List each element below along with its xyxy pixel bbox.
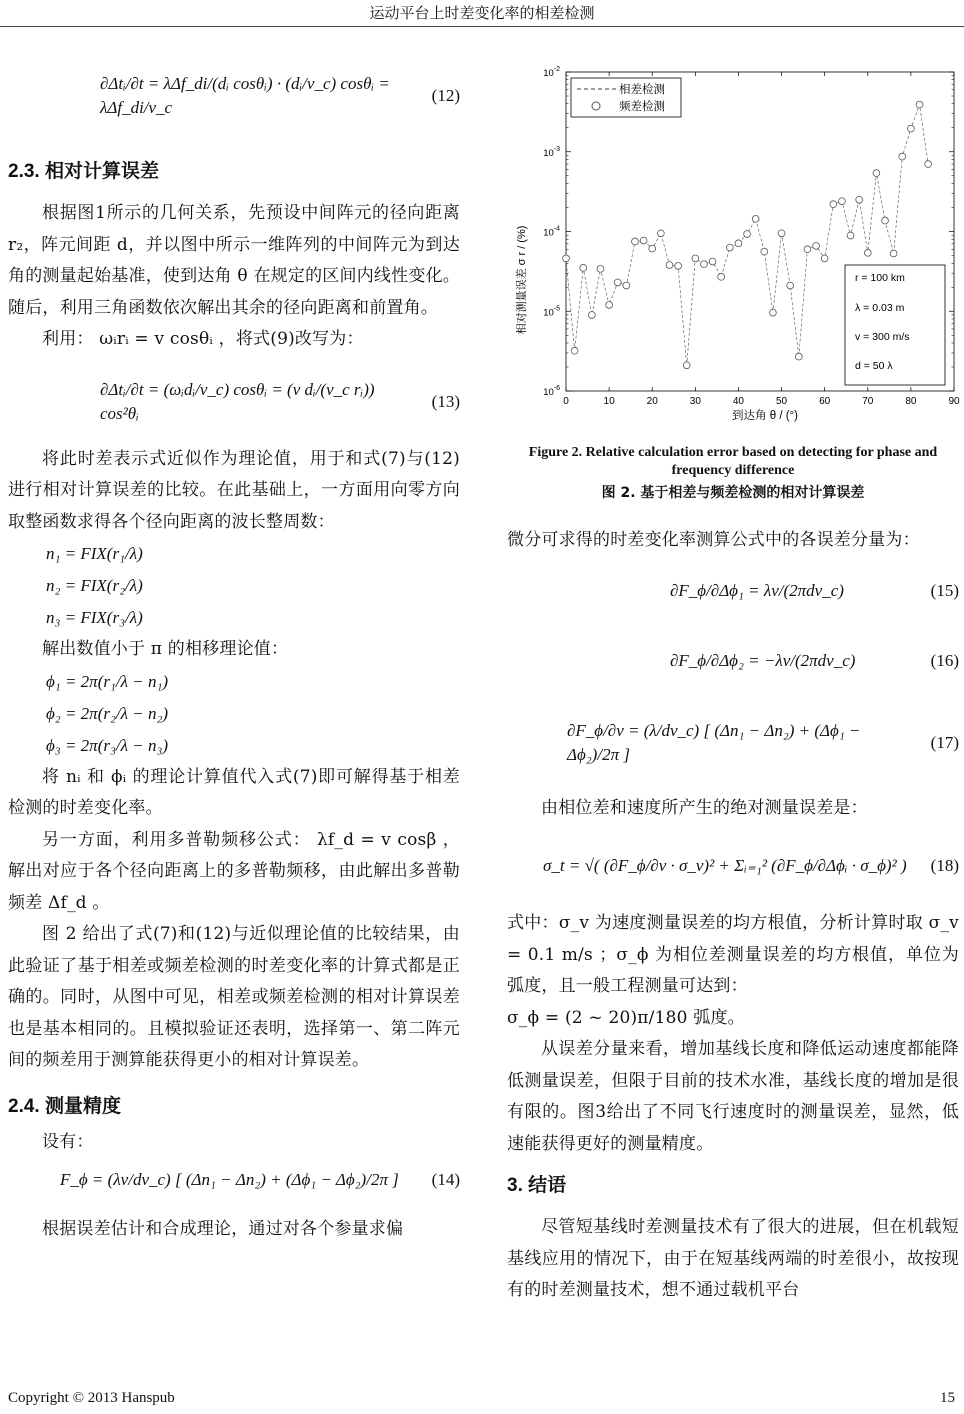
paragraph: 根据误差估计和合成理论，通过对各个参量求偏 (42, 1219, 404, 1239)
section-heading-2-4: 2.4. 测量精度 (8, 1095, 121, 1117)
paragraph: 利用： ωᵢrᵢ = v cosθᵢ ，将式(9)改写为： (42, 329, 364, 349)
series-frequency-point (907, 125, 914, 132)
x-tick-label: 30 (689, 396, 701, 407)
series-frequency-point (649, 245, 656, 252)
footer-page-number: 15 (940, 1390, 955, 1406)
paragraph: 解出数值小于 π 的相移理论值： (42, 639, 289, 659)
legend-entry-frequency: 频差检测 (619, 101, 665, 113)
series-frequency-point (597, 265, 604, 272)
legend (571, 78, 681, 117)
parameter-box (845, 265, 945, 385)
x-tick-label: 80 (905, 396, 917, 407)
equation-n1: n₁ = FIX(r₁/λ) (46, 544, 143, 563)
equation-phi1: ϕ₁ = 2π(r₁/λ − n₁) (46, 671, 169, 691)
figure-caption-en: Figure 2. Relative calculation error based on detecting for phase and frequency difference (528, 445, 938, 478)
equation-15-row (507, 579, 959, 603)
x-tick-label: 40 (732, 396, 745, 407)
series-frequency-point (873, 170, 880, 177)
series-frequency-point (675, 263, 682, 270)
series-frequency-point (864, 249, 871, 256)
paragraph: 式中：σ_v 为速度测量误差的均方根值，分析计算时取 σ_v = 0.1 m/s ；σ_ϕ 为相位差测量误差的均方根值，单位为弧度，且一般工程测量可达到： (507, 913, 959, 996)
param-v: v = 300 m/s (855, 331, 910, 343)
paragraph: 微分可求得的时差变化率测算公式中的各误差分量为： (507, 530, 920, 550)
series-frequency-point (623, 282, 630, 289)
x-tick-label: 70 (862, 396, 874, 407)
paragraph: 图 2 给出了式(7)和(12)与近似理论值的比较结果，由此验证了基于相差或频差检测的时差变化率的计算式都是正确的。同时，从图中可见，相差或频差检测的相对计算误差也是基本相同的。且模拟验证还表明，选择第一、第二阵元间的频差用于测算能获得更小的相对计算误差。 (8, 924, 460, 1070)
series-frequency-point (735, 240, 742, 247)
series-frequency-point (726, 244, 733, 251)
series-frequency-point (787, 282, 794, 289)
section-heading-2-3: 2.3. 相对计算误差 (8, 161, 159, 182)
paragraph: 将此时差表示式近似作为理论值，用于和式(7)与(12)进行相对计算误差的比较。在此基础上，一方面用向零方向取整函数求得各个径向距离的波长整周数： (8, 448, 460, 532)
equation-number: (13) (431, 391, 460, 411)
equation-n2: n₂ = FIX(r₂/λ) (46, 576, 143, 595)
series-frequency-point (813, 242, 820, 249)
series-frequency-point (683, 362, 690, 369)
series-frequency-point (752, 215, 759, 222)
footer-copyright: Copyright © 2013 Hanspub (8, 1390, 175, 1406)
right-column (507, 525, 959, 1307)
equation-17-row (507, 719, 959, 767)
equation-12-row (8, 72, 460, 120)
equation-n3: n₃ = FIX(r₃/λ) (46, 608, 143, 627)
paragraph: 从误差分量来看，增加基线长度和降低运动速度都能降低测量误差，但限于目前的技术水准，基线长度的增加是很有限的。图3给出了不同飞行速度时的测量误差，显然，低速能获得更好的测量精度。 (507, 1039, 959, 1154)
x-tick-label: 50 (775, 396, 788, 407)
x-tick-label: 10 (603, 396, 615, 407)
series-frequency-point (890, 250, 897, 257)
param-d: d = 50 λ (855, 360, 893, 372)
series-frequency-point (563, 255, 570, 262)
section-heading-3: 3. 结语 (507, 1175, 567, 1196)
figure-caption-cn: 图 2. 基于相差与频差检测的相对计算误差 (601, 485, 865, 501)
x-tick-label: 0 (563, 396, 569, 407)
equation-18-row (507, 854, 959, 878)
series-frequency-point (657, 230, 664, 237)
series-frequency-point (821, 255, 828, 262)
equation-number: (15) (930, 580, 959, 600)
series-frequency-point (882, 217, 889, 224)
paragraph: 设有： (42, 1131, 94, 1152)
equation-16: ∂F_ϕ/∂Δϕ₂ = −λv/(2πdv_c) (670, 650, 856, 670)
series-frequency-point (614, 279, 621, 286)
y-tick-label: $10^{-6}$ (543, 385, 560, 398)
header-rule (0, 26, 964, 27)
series-frequency-point (640, 237, 647, 244)
series-frequency-point (632, 238, 639, 245)
equation-16-row (507, 649, 959, 673)
series-frequency-point (571, 347, 578, 354)
series-frequency-point (744, 231, 751, 238)
paragraph: 根据图1所示的几何关系，先预设中间阵元的径向距离 r₂，阵元间距 d，并以图中所示一维阵列的中间阵元为到达角的测量起始基准，使到达角 θ 在规定的区间内线性变化。随后，利用三角函数依次解出其余的径向距离和前置角。 (8, 203, 460, 318)
paragraph: 另一方面，利用多普勒频移公式： λf_d = v cosβ ，解出对应于各个径向距离上的多普勒频移，由此解出多普勒频差 Δf_d 。 (8, 829, 460, 913)
series-frequency-point (770, 309, 777, 316)
equation-phi2: ϕ₂ = 2π(r₂/λ − n₂) (46, 703, 169, 723)
x-tick-label: 60 (819, 396, 831, 407)
paragraph: 尽管短基线时差测量技术有了很大的进展，但在机载短基线应用的情况下，由于在短基线两端的时差很小，故按现有的时差测量技术，想不通过载机平台 (507, 1217, 959, 1300)
equation-13-row (8, 378, 460, 426)
equation-17: ∂F_ϕ/∂v = (λ/dv_c) [ (Δn₁ − Δn₂) + (Δϕ₁ − Δϕ₂)/2π ] (567, 720, 861, 764)
series-frequency-point (925, 161, 932, 168)
series-frequency-point (701, 261, 708, 268)
series-frequency-point (666, 262, 673, 269)
series-frequency-point (761, 248, 768, 255)
equation-18: σ_t = √( (∂F_ϕ/∂v · σ_v)² + Σᵢ₌₁² (∂F_ϕ/∂Δϕᵢ · σ_ϕ)² ) (543, 856, 907, 875)
series-frequency-point (856, 196, 863, 203)
running-header: 运动平台上时差变化率的相差检测 (369, 4, 595, 22)
y-tick-label: $10^{-3}$ (543, 145, 560, 159)
y-axis-label: 相对测量误差 σ r / (%) (516, 225, 528, 335)
equation-number: (14) (431, 1170, 460, 1189)
series-frequency-point (778, 230, 785, 237)
series-frequency-point (804, 246, 811, 253)
equation-number: (17) (930, 732, 959, 752)
series-frequency-point (692, 255, 699, 262)
y-tick-label: $10^{-5}$ (543, 305, 560, 319)
paragraph: 将 nᵢ 和 ϕᵢ 的理论计算值代入式(7)即可解得基于相差检测的时差变化率。 (8, 766, 460, 818)
series-frequency-point (709, 258, 716, 265)
series-frequency-point (580, 264, 587, 271)
equation-number: (16) (930, 650, 959, 670)
equation-12: ∂Δtᵢ/∂t = λΔf_di/(dᵢ cosθᵢ) · (dᵢ/v_c) cosθᵢ = λΔf_di/v_c (100, 74, 390, 117)
x-tick-label: 90 (948, 396, 960, 407)
equation-number: (18) (930, 856, 959, 875)
equation-14-row (8, 1168, 460, 1192)
equation-number: (12) (431, 86, 460, 105)
series-frequency-point (588, 311, 595, 318)
equation-13: ∂Δtᵢ/∂t = (ωᵢdᵢ/v_c) cosθᵢ = (v dᵢ/(v_c rᵢ)) cos²θᵢ (100, 379, 375, 423)
x-axis-label: 到达角 θ / (°) (732, 410, 798, 422)
paragraph: σ_ϕ = (2 ~ 20)π/180 弧度。 (507, 1007, 745, 1028)
series-frequency-point (718, 273, 725, 280)
figure-2-chart (505, 50, 960, 430)
series-frequency-point (916, 101, 923, 108)
series-frequency-point (606, 302, 613, 309)
equation-15: ∂F_ϕ/∂Δϕ₁ = λv/(2πdv_c) (670, 580, 844, 600)
equation-phi3: ϕ₃ = 2π(r₃/λ − n₃) (46, 735, 169, 755)
y-tick-label: $10^{-2}$ (543, 66, 560, 79)
param-lambda: λ = 0.03 m (855, 302, 905, 314)
series-frequency-point (899, 153, 906, 160)
series-frequency-point (847, 232, 854, 239)
series-frequency-point (830, 201, 837, 208)
paragraph: 由相位差和速度所产生的绝对测量误差是： (541, 797, 868, 818)
equation-14: F_ϕ = (λv/dv_c) [ (Δn₁ − Δn₂) + (Δϕ₁ − Δϕ₂)/2π ] (60, 1170, 399, 1189)
series-frequency-point (839, 198, 846, 205)
param-r: r = 100 km (855, 272, 905, 284)
x-tick-label: 20 (646, 396, 658, 407)
y-tick-label: $10^{-4}$ (543, 225, 560, 239)
left-column (8, 60, 460, 1246)
legend-entry-phase: 相差检测 (619, 84, 665, 96)
series-frequency-point (795, 353, 802, 360)
